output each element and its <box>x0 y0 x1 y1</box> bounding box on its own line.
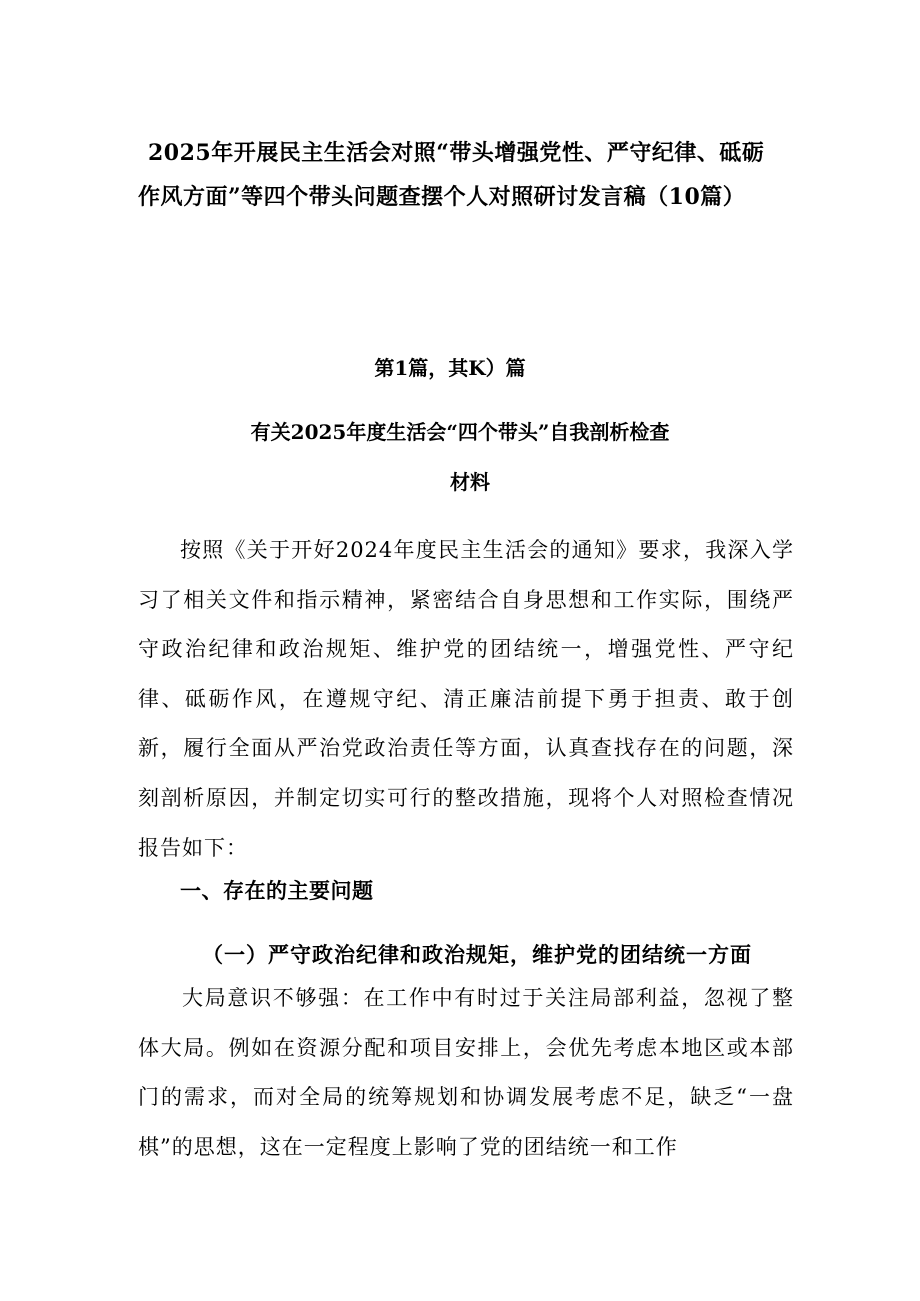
document-title-line-1: 2025年开展民主生活会对照“带头增强党性、严守纪律、砥砺 <box>148 140 765 166</box>
article-title-line-2: 材料 <box>450 470 490 494</box>
body-paragraph: 大局意识不够强：在工作中有时过于关注局部利益，忽视了整体大局。例如在资源分配和项目安排上，会优先考虑本地区或本部门的需求，而对全局的统筹规划和协调发展考虑不足，缺乏“一盘棋”的思想，这在一定程度上影响了党的团结统一和工作 <box>138 986 794 1159</box>
intro-paragraph: 按照《关于开好2024年度民主生活会的通知》要求，我深入学习了相关文件和指示精神，紧密结合自身思想和工作实际，围绕严守政治纪律和政治规矩、维护党的团结统一，增强党性、严守纪律、砥砺作风，在遵规守纪、清正廉洁前提下勇于担责、敢于创新，履行全面从严治党政治责任等方面，认真查找存在的问题，深刻剖析原因，并制定切实可行的整改措施，现将个人对照检查情况报告如下： <box>138 538 794 860</box>
document-title-line-2: 作风方面”等四个带头问题查摆个人对照研讨发言稿（10篇） <box>138 184 746 210</box>
subsection-heading: （一）严守政治纪律和政治规矩，维护党的团结统一方面 <box>202 942 752 967</box>
section-heading: 一、存在的主要问题 <box>180 878 374 903</box>
article-title-line-1: 有关2025年度生活会“四个带头”自我剖析检查 <box>250 420 670 444</box>
article-label: 第1篇，其K）篇 <box>374 356 526 380</box>
